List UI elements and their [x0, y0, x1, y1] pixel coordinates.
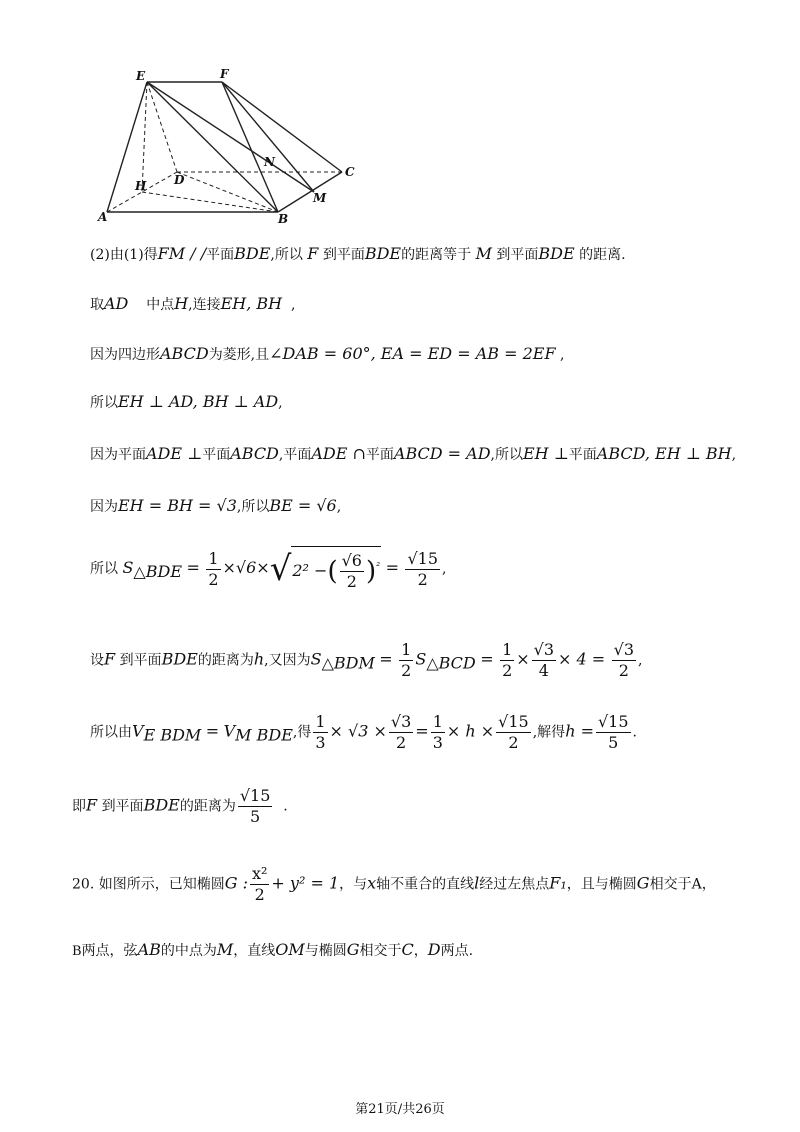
math: BDE — [161, 649, 198, 669]
math: × — [516, 649, 530, 669]
math: EH = BH = √3 — [118, 496, 237, 515]
math-subscript: △BDM — [321, 653, 375, 673]
fraction — [206, 549, 220, 590]
math: = — [379, 649, 393, 669]
denominator: 2 — [502, 661, 513, 680]
solution-line-3 — [90, 344, 564, 364]
fraction — [389, 712, 413, 753]
text: 因为平面 — [90, 447, 146, 463]
numerator: √15 — [239, 786, 271, 805]
point-label-h: H — [135, 179, 147, 193]
solution-line-10 — [72, 786, 288, 827]
text: 的中点为 — [160, 943, 217, 959]
text: , — [560, 347, 565, 363]
text: 取 — [90, 297, 104, 313]
math-subscript: △BDE — [133, 561, 182, 581]
text: 平面 — [365, 447, 394, 463]
denominator: 2 — [417, 569, 428, 589]
text: 20. 如图所示，已知椭圆 — [72, 876, 225, 893]
text: , — [638, 652, 643, 669]
math: BDE — [538, 244, 575, 263]
vertex-label-d: D — [174, 173, 185, 187]
text: 的距离为 — [197, 652, 254, 669]
numerator: √3 — [613, 640, 635, 659]
vertex-label-e: E — [136, 69, 146, 83]
text: 设 — [90, 652, 104, 669]
math: EH ⊥ AD, BH ⊥ AD — [118, 392, 279, 411]
math: C — [401, 940, 414, 959]
text: 因为四边形 — [90, 347, 160, 363]
math: F — [307, 244, 319, 263]
math: G : — [224, 873, 248, 893]
point-label-n: N — [264, 155, 275, 169]
text: 为菱形,且 — [208, 347, 270, 363]
denominator: 5 — [250, 807, 261, 826]
fraction — [405, 549, 440, 590]
math: OM — [275, 940, 305, 959]
solution-line-9 — [90, 712, 637, 753]
text: ,又因为 — [264, 652, 311, 669]
square-root: √2² −( $\frac{√6}{2}$ )$^{^2}$ — [270, 546, 381, 592]
text: 轴不重合的直线 — [376, 876, 475, 893]
solution-line-6 — [90, 496, 341, 516]
text: B — [72, 944, 82, 959]
text: A — [691, 876, 702, 893]
math: AB — [137, 940, 161, 959]
exponent: ² — [376, 561, 381, 573]
fraction — [340, 551, 364, 592]
text: ,所以 — [236, 499, 270, 515]
text: 即 — [72, 798, 86, 815]
text: 所以由 — [90, 724, 132, 741]
math: FM / / — [157, 244, 207, 263]
math: = — [385, 558, 400, 577]
fraction — [250, 864, 269, 905]
math: = — [415, 721, 429, 741]
denominator: 5 — [608, 733, 619, 752]
math: ∠DAB = 60°, EA = ED = AB = 2EF — [269, 344, 556, 363]
math: h — [253, 649, 265, 669]
math: ABCD, EH ⊥ BH — [596, 444, 732, 463]
text: 中点 — [146, 297, 175, 313]
math: EH ⊥ — [523, 444, 569, 463]
text: 到平面 — [119, 652, 162, 669]
numerator: √3 — [390, 712, 412, 731]
page-footer: 第21页/共26页 — [355, 1102, 445, 1117]
math: F — [86, 795, 98, 815]
math: G — [346, 940, 360, 959]
text: ， — [413, 943, 428, 959]
numerator: √6 — [341, 551, 362, 570]
solution-line-1 — [90, 244, 626, 264]
text: 到平面 — [322, 247, 365, 263]
denominator: 3 — [315, 733, 326, 752]
math: ABCD — [160, 344, 209, 363]
math: ×√6× — [222, 558, 270, 577]
text: ，且与椭圆 — [566, 876, 637, 893]
text: 平面 — [202, 447, 231, 463]
vertex-label-c: C — [345, 165, 355, 179]
math: × 4 = — [558, 649, 606, 669]
text: 的距离. — [579, 247, 626, 263]
math: S — [415, 649, 427, 669]
math: BDE — [234, 244, 271, 263]
text: 相交于 — [359, 943, 402, 959]
fraction — [238, 786, 273, 827]
math: V — [223, 721, 236, 741]
math: ABCD = AD — [393, 444, 491, 463]
denominator: 3 — [432, 733, 443, 752]
text: , — [291, 297, 296, 313]
solution-line-8 — [90, 640, 642, 681]
text: , — [731, 447, 737, 463]
math: BDE — [364, 244, 402, 263]
text: 到平面 — [101, 798, 144, 815]
math: F₁ — [549, 873, 567, 893]
numerator: 1 — [432, 712, 443, 731]
numerator: 1 — [208, 548, 219, 568]
fraction — [500, 640, 514, 681]
text: . — [632, 724, 637, 741]
math-subscript: E BDM — [143, 725, 202, 745]
solution-line-7 — [90, 546, 446, 592]
text: ,平面 — [278, 447, 312, 463]
denominator: 4 — [538, 661, 549, 680]
numerator: 1 — [401, 640, 412, 659]
fraction — [532, 640, 556, 681]
math: BE = √6 — [269, 496, 337, 515]
text: 两点. — [440, 943, 474, 959]
denominator: 2 — [508, 733, 519, 752]
math: h = — [565, 721, 594, 741]
math: = — [480, 649, 494, 669]
text: 相交于 — [649, 876, 692, 893]
text: 因为 — [90, 499, 118, 515]
text: ，与 — [339, 876, 368, 893]
math: H — [174, 294, 189, 313]
text: 两点，弦 — [81, 943, 138, 959]
math-subscript: M BDE — [235, 725, 293, 745]
numerator: 1 — [315, 712, 326, 731]
numerator: √15 — [407, 548, 439, 568]
text: ,所以 — [490, 447, 523, 463]
math: S — [122, 558, 134, 577]
math: = — [205, 721, 220, 741]
text: ,所以 — [270, 247, 303, 263]
text: ， — [701, 876, 716, 893]
solid-diagram — [92, 64, 362, 232]
geometry-figure — [92, 64, 362, 232]
numerator: √3 — [533, 640, 555, 659]
math-subscript: △BCD — [426, 653, 476, 673]
math: 2² − — [292, 561, 328, 580]
denominator: 2 — [401, 661, 412, 680]
denominator: 2 — [618, 661, 629, 680]
fraction — [596, 712, 631, 753]
math: EH, BH — [220, 294, 283, 313]
math: S — [310, 649, 322, 669]
denominator: 2 — [254, 885, 265, 904]
fraction — [313, 712, 327, 753]
math: x — [367, 873, 377, 893]
denominator: 2 — [396, 733, 407, 752]
math: ADE ⊥ — [146, 444, 203, 463]
text: 所以 — [90, 395, 118, 411]
math: AD — [104, 294, 129, 313]
math: BDE — [143, 795, 180, 815]
vertex-label-a: A — [98, 210, 108, 224]
text: , — [336, 499, 342, 515]
numerator: √15 — [498, 712, 529, 731]
text: ,得 — [292, 724, 312, 741]
vertex-label-f: F — [220, 67, 229, 81]
solution-line-2 — [90, 294, 295, 314]
text: . — [283, 798, 288, 815]
numerator: 1 — [502, 640, 513, 659]
text: ，直线 — [233, 943, 276, 959]
point-label-m: M — [313, 191, 327, 205]
text: 平面 — [568, 447, 597, 463]
math: M — [475, 244, 492, 263]
fraction — [496, 712, 531, 753]
text: 的距离等于 — [401, 247, 472, 263]
problem-20-line-1 — [72, 864, 716, 905]
text: 到平面 — [496, 247, 539, 263]
denominator: 2 — [208, 569, 219, 589]
math: V — [132, 721, 144, 741]
math: ABCD — [230, 444, 279, 463]
math: G — [636, 873, 650, 893]
solution-line-4 — [90, 392, 283, 412]
fraction — [431, 712, 445, 753]
vertex-label-b: B — [278, 212, 289, 226]
problem-20-line-2 — [72, 940, 473, 960]
math: M — [216, 940, 234, 959]
text: ,连接 — [188, 297, 221, 313]
fraction — [612, 640, 636, 681]
text: ,解得 — [532, 724, 566, 741]
math: ADE ∩ — [311, 444, 366, 463]
math: × h × — [446, 721, 495, 741]
denominator: 2 — [346, 572, 357, 591]
text: (2)由(1)得 — [90, 247, 158, 263]
math: = — [186, 558, 200, 577]
text: , — [278, 395, 283, 411]
math: D — [427, 940, 441, 959]
text: 平面 — [206, 247, 235, 263]
text: 与椭圆 — [304, 943, 347, 959]
fraction — [399, 640, 413, 681]
numerator: x² — [251, 864, 268, 883]
numerator: √15 — [597, 712, 629, 731]
text: 经过左焦点 — [479, 876, 550, 893]
solution-line-5 — [90, 444, 736, 464]
text: , — [442, 561, 447, 577]
text: 的距离为 — [179, 798, 236, 815]
math: F — [104, 649, 116, 669]
math: × √3 × — [329, 721, 387, 741]
math: + y² = 1 — [271, 873, 340, 893]
math: l — [474, 873, 480, 893]
text: 所以 — [90, 561, 118, 577]
